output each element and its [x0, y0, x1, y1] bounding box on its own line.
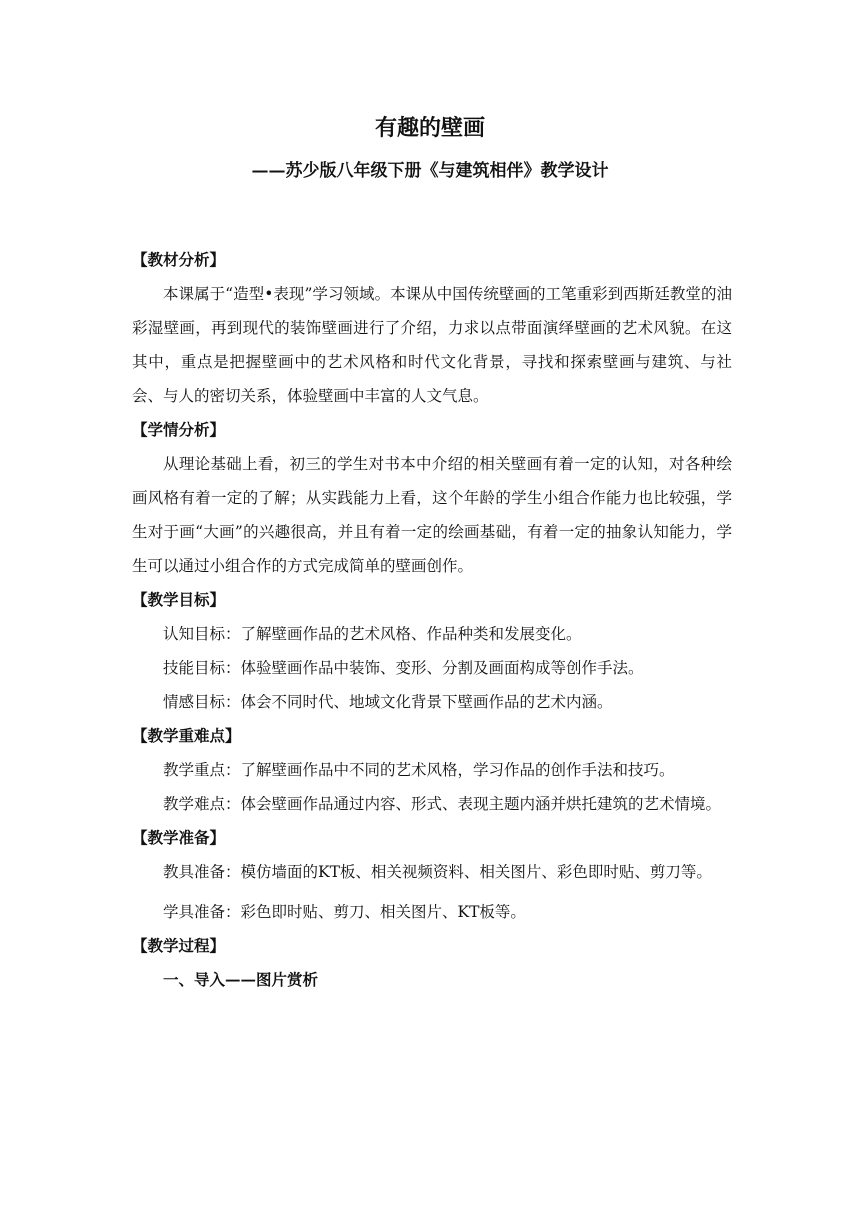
- objective-skill: 技能目标：体验壁画作品中装饰、变形、分割及画面构成等创作手法。: [163, 659, 644, 677]
- heading-textbook-analysis: 【教材分析】: [132, 250, 226, 269]
- process-step-1: 一、导入——图片赏析: [163, 970, 319, 989]
- objective-emotion: 情感目标：体会不同时代、地域文化背景下壁画作品的艺术内涵。: [163, 693, 613, 711]
- preparation-student: 学具准备：彩色即时贴、剪刀、相关图片、KT板等。: [163, 903, 526, 921]
- preparation-teacher: 教具准备：模仿墙面的KT板、相关视频资料、相关图片、彩色即时贴、剪刀等。: [163, 863, 712, 881]
- key-point: 教学重点：了解壁画作品中不同的艺术风格，学习作品的创作手法和技巧。: [163, 761, 675, 779]
- page-title: 有趣的壁画: [374, 115, 485, 141]
- paragraph-student-analysis: 从理论基础上看，初三的学生对书本中介绍的相关壁画有着一定的认知，对各种绘画风格有着一定的了解；从实践能力上看，这个年龄的学生小组合作能力也比较强，学生对于画“大画”的兴趣很高，并且有着一定的绘画基础，有着一定的抽象认知能力，学生可以通过小组合作的方式完成简单的壁画创作。: [132, 455, 732, 575]
- heading-process: 【教学过程】: [132, 936, 226, 955]
- heading-preparation: 【教学准备】: [132, 828, 226, 847]
- heading-objectives: 【教学目标】: [132, 590, 226, 609]
- objective-cognitive: 认知目标：了解壁画作品的艺术风格、作品种类和发展变化。: [163, 625, 582, 643]
- paragraph-textbook-analysis: 本课属于“造型•表现”学习领域。本课从中国传统壁画的工笔重彩到西斯廷教堂的油彩湿壁画，再到现代的装饰壁画进行了介绍，力求以点带面演绎壁画的艺术风貌。在这其中，重点是把握壁画中的艺术风格和时代文化背景，寻找和探索壁画与建筑、与社会、与人的密切关系，体验壁画中丰富的人文气息。: [132, 285, 732, 405]
- heading-key-points: 【教学重难点】: [132, 726, 241, 745]
- page-subtitle: ——苏少版八年级下册《与建筑相伴》教学设计: [251, 161, 609, 181]
- document-body: [132, 243, 732, 997]
- difficult-point: 教学难点：体会壁画作品通过内容、形式、表现主题内涵并烘托建筑的艺术情境。: [163, 795, 722, 813]
- heading-student-analysis: 【学情分析】: [132, 420, 226, 439]
